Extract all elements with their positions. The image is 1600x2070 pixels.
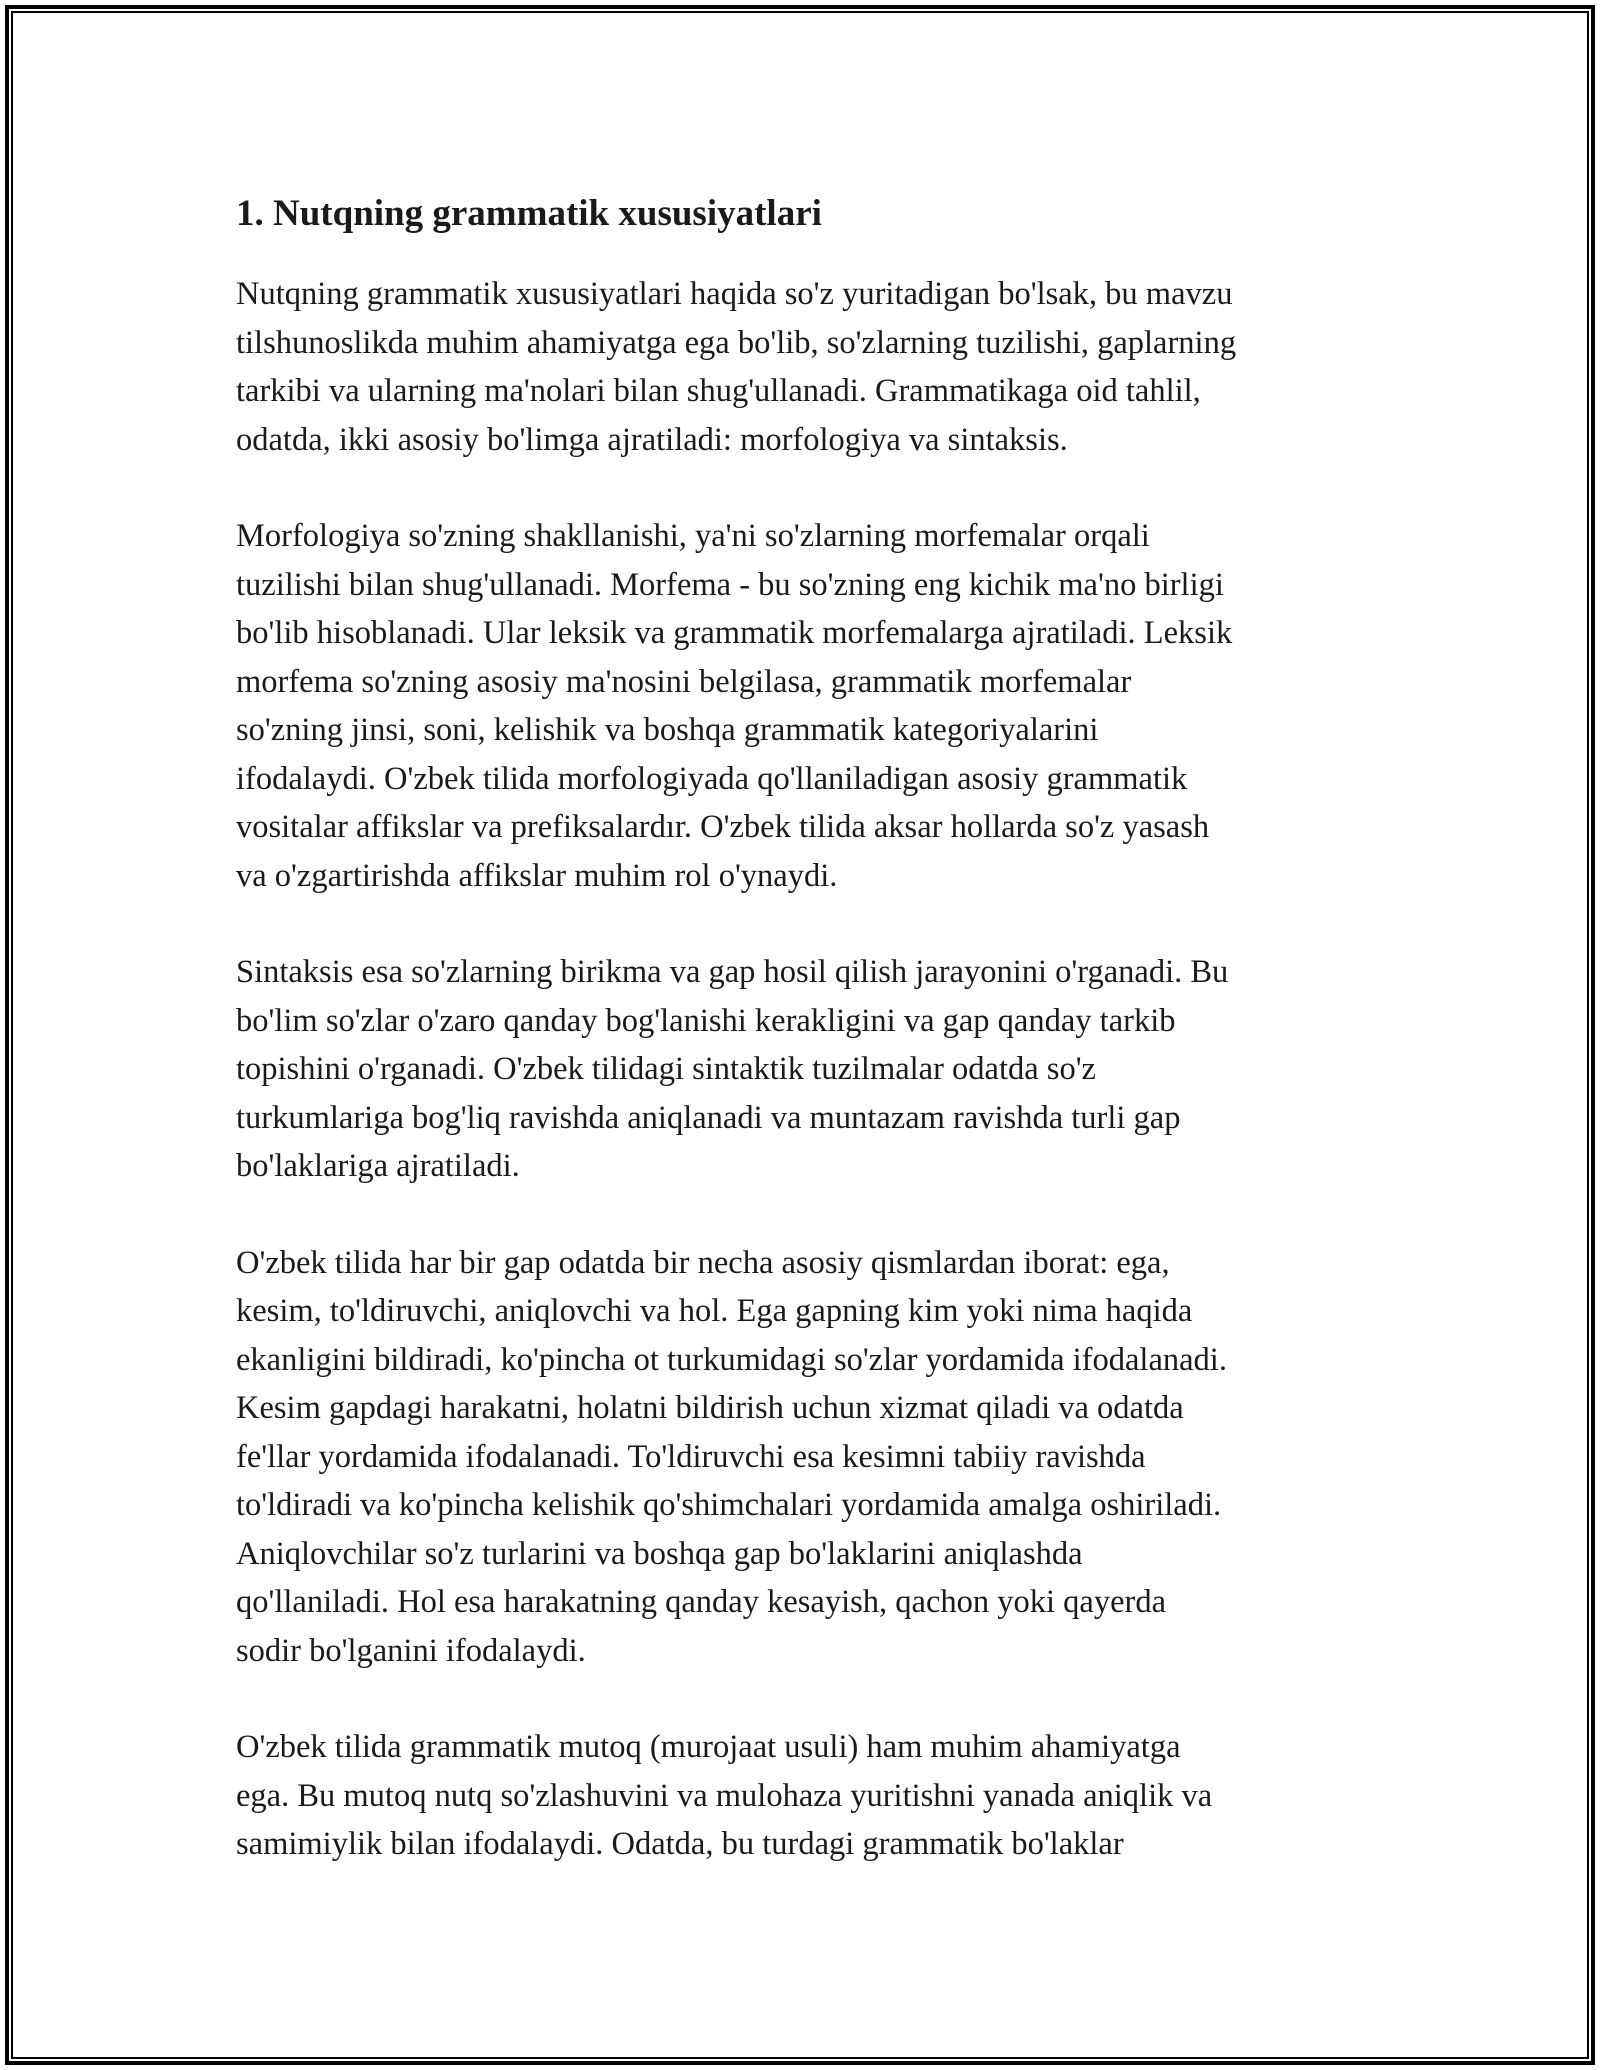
paragraph-syntax: Sintaksis esa so'zlarning birikma va gap hosil qilish jarayonini o'rganadi. Bu bo'lim so'zlar o'zaro qanday bog'lanishi kerakligini va gap qanday tarkib topishini o'rganadi. O'zbek tilidagi sintaktik tuzilmalar odatda so'z turkumlariga bog'liq ravishda aniqlanadi va muntazam ravishda turli gap bo'laklariga ajratiladi. — [236, 954, 1229, 1184]
paragraph-sentence-parts: O'zbek tilida har bir gap odatda bir necha asosiy qismlardan iborat: ega, kesim, to'ldiruvchi, aniqlovchi va hol. Ega gapning kim yoki nima haqida ekanligini bildiradi, ko'pincha ot turkumidagi so'zlar yordamida ifodalanadi. Kesim gapdagi harakatni, holatni bildirish uchun xizmat qiladi va odatda fe'llar yordamida ifodalanadi. To'ldiruvchi esa kesimni tabiiy ravishda to'ldiradi va ko'pincha kelishik qo'shimchalari yordamida amalga oshiriladi. Aniqlovchilar so'z turlarini va boshqa gap bo'laklarini aniqlashda qo'llaniladi. Hol esa harakatning qanday kesayish, qachon yoki qayerda sodir bo'lganini ifodalaydi. — [236, 1244, 1227, 1669]
paragraph-morphology: Morfologiya so'zning shakllanishi, ya'ni so'zlarning morfemalar orqali tuzilishi bilan shug'ullanadi. Morfema - bu so'zning eng kichik ma'no birligi bo'lib hisoblanadi. Ular leksik va grammatik morfemalarga ajratiladi. Leksik morfema so'zning asosiy ma'nosini belgilasa, grammatik morfemalar so'zning jinsi, soni, kelishik va boshqa grammatik kategoriyalarini ifodalaydi. O'zbek tilida morfologiyada qo'llaniladigan asosiy grammatik vositalar affikslar va prefiksalardır. O'zbek tilida aksar hollarda so'z yasash va o'zgartirishda affikslar muhim rol o'ynaydi. — [236, 518, 1233, 894]
paragraph-address-form: O'zbek tilida grammatik mutoq (murojaat usuli) ham muhim ahamiyatga ega. Bu mutoq nutq so'zlashuvini va mulohaza yuritishni yanada aniqlik va samimiylik bilan ifodalaydi. Odatda, bu turdagi grammatik bo'laklar — [236, 1729, 1213, 1862]
paragraph-intro: Nutqning grammatik xususiyatlari haqida so'z yuritadigan bo'lsak, bu mavzu tilshunoslikda muhim ahamiyatga ega bo'lib, so'zlarning tuzilishi, gaplarning tarkibi va ularning ma'nolari bilan shug'ullanadi. Grammatikaga oid tahlil, odatda, ikki asosiy bo'limga ajratiladi: morfologiya va sintaksis. — [236, 276, 1237, 458]
section-heading: 1. Nutqning grammatik xususiyatlari — [236, 193, 822, 234]
document-body — [236, 190, 1386, 1917]
